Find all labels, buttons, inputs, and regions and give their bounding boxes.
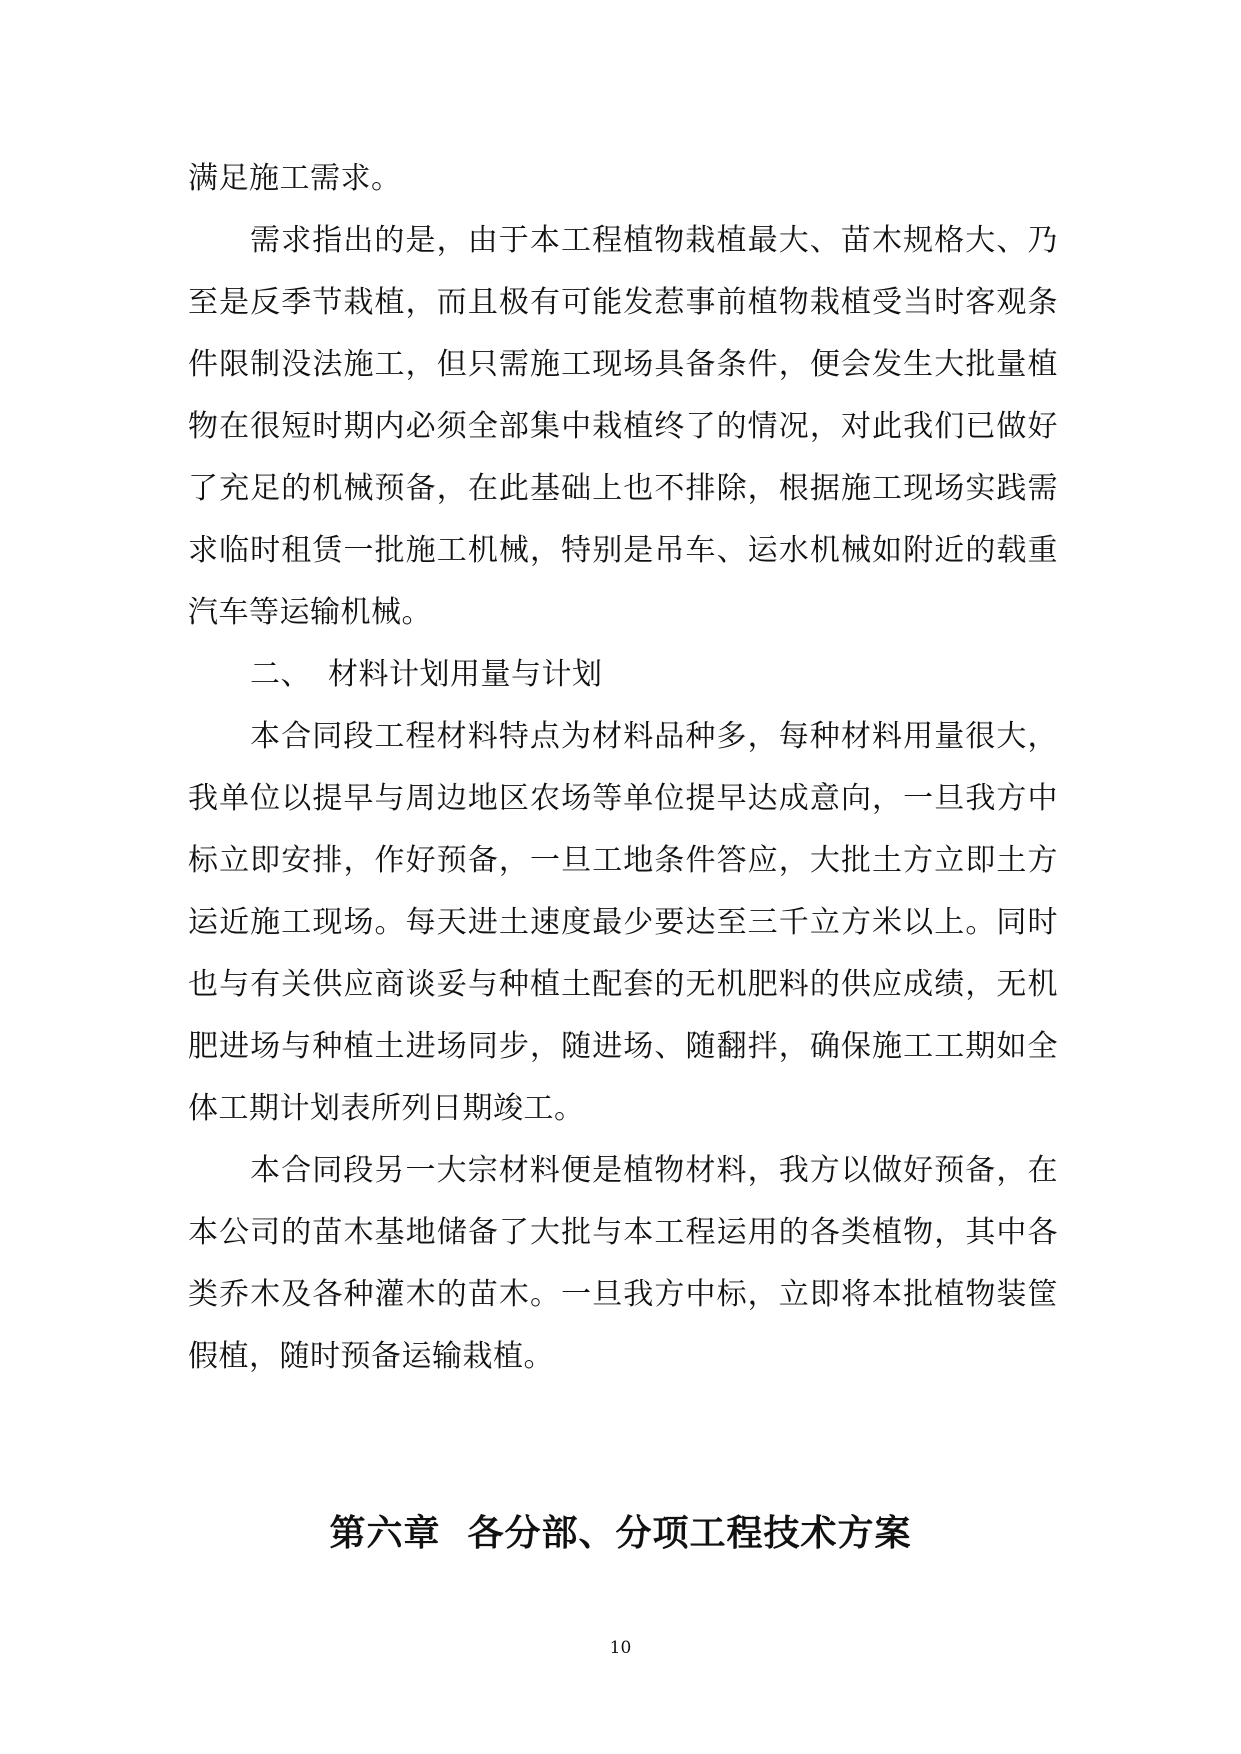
paragraph-line: 本合同段工程材料特点为材料品种多，每种材料用量很大， (250, 719, 1058, 754)
paragraph-line: 肥进场与种植土进场同步，随进场、随翻拌，确保施工工期如全 (188, 1029, 1058, 1064)
paragraph-line: 了充足的机械预备，在此基础上也不排除，根据施工现场实践需 (188, 471, 1058, 506)
paragraph-line: 需求指出的是，由于本工程植物栽植最大、苗木规格大、乃 (250, 223, 1058, 258)
chapter-title: 第六章 各分部、分项工程技术方案 (329, 1512, 912, 1554)
paragraph-line: 也与有关供应商谈妥与种植土配套的无机肥料的供应成绩，无机 (188, 967, 1058, 1002)
section-number: 二、 (250, 657, 311, 692)
paragraph-line: 假植，随时预备运输栽植。 (188, 1339, 554, 1374)
paragraph-line: 至是反季节栽植，而且极有可能发惹事前植物栽植受当时客观条 (188, 285, 1058, 320)
paragraph-line: 体工期计划表所列日期竣工。 (188, 1091, 585, 1126)
paragraph-line: 我单位以提早与周边地区农场等单位提早达成意向，一旦我方中 (188, 781, 1058, 816)
paragraph-line: 汽车等运输机械。 (188, 595, 432, 630)
paragraph-line: 标立即安排，作好预备，一旦工地条件答应，大批土方立即土方 (188, 843, 1058, 878)
section-heading (188, 644, 1058, 706)
page-number: 10 (609, 1638, 632, 1658)
paragraph-line: 类乔木及各种灌木的苗木。一旦我方中标，立即将本批植物装筐 (188, 1277, 1058, 1312)
paragraph-line: 本合同段另一大宗材料便是植物材料，我方以做好预备，在 (250, 1153, 1058, 1188)
section-title: 材料计划用量与计划 (328, 657, 603, 692)
paragraph-line: 运近施工现场。每天进土速度最少要达至三千立方米以上。同时 (188, 905, 1058, 940)
paragraph-line: 件限制没法施工，但只需施工现场具备条件，便会发生大批量植 (188, 347, 1058, 382)
paragraph-line: 求临时租赁一批施工机械，特别是吊车、运水机械如附近的载重 (188, 533, 1058, 568)
body-text (188, 148, 1058, 1388)
paragraph-line: 物在很短时期内必须全部集中栽植终了的情况，对此我们已做好 (188, 409, 1058, 444)
paragraph-line: 本公司的苗木基地储备了大批与本工程运用的各类植物，其中各 (188, 1215, 1058, 1250)
paragraph-line: 满足施工需求。 (188, 161, 402, 196)
